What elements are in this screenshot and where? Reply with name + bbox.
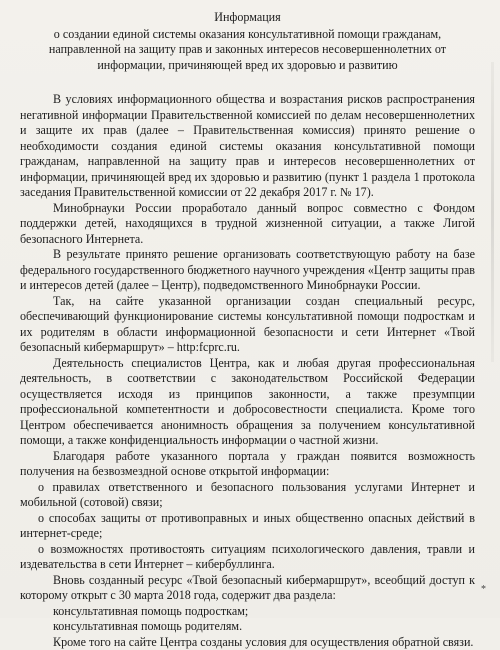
- paragraph: Минобрнауки России проработало данный вопрос совместно с Фондом поддержки детей, находящихся в трудной жизненной ситуации, а также Лигой безопасного Интернета.: [20, 201, 475, 248]
- margin-mark: *: [481, 584, 486, 595]
- scan-edge-shadow: [491, 62, 494, 362]
- list-item: о возможностях противостоять ситуациям психологического давления, травли и издевательства в сети Интернет – кибербуллинга.: [20, 542, 475, 573]
- paragraph: В результате принято решение организовать соответствующую работу на базе федерального государственного бюджетного научного учреждения «Центр защиты прав и интересов детей (далее – Центр), подведомственного Минобрнауки России.: [20, 247, 475, 294]
- title-line: о создании единой системы оказания консультативной помощи гражданам,: [20, 27, 475, 43]
- document-title-block: [20, 10, 475, 73]
- document-body: [20, 10, 475, 650]
- section-item: консультативная помощь родителям.: [20, 619, 475, 635]
- title-line: направленной на защиту прав и законных интересов несовершеннолетних от: [20, 42, 475, 58]
- document-heading: Информация: [20, 10, 475, 26]
- title-line: информации, причиняющей вред их здоровью и развитию: [20, 58, 475, 74]
- paragraph: Вновь созданный ресурс «Твой безопасный кибермаршрут», всеобщий доступ к которому открыт с 30 марта 2018 года, содержит два раздела:: [20, 573, 475, 604]
- list-item: о способах защиты от противоправных и иных общественно опасных действий в интернет-среде;: [20, 511, 475, 542]
- closing-paragraph: Кроме того на сайте Центра созданы условия для осуществления обратной связи.: [20, 635, 475, 650]
- title-spacer: [20, 73, 475, 92]
- section-item: консультативная помощь подросткам;: [20, 604, 475, 620]
- paragraph: Благодаря работе указанного портала у граждан появится возможность получения на безвозмездной основе открытой информации:: [20, 449, 475, 480]
- paragraph: Так, на сайте указанной организации создан специальный ресурс, обеспечивающий функционирование системы консультативной помощи подросткам и их родителям в области информационной безопасности и сети Интернет «Твой безопасный кибермаршрут» – http:fcprc.ru.: [20, 294, 475, 356]
- paragraph: Деятельность специалистов Центра, как и любая другая профессиональная деятельность, в соответствии с законодательством Российской Федерации осуществляется исходя из принципов законности, а также презумпции профессиональной компетентности и добросовестности специалиста. Кроме того Центром обеспечивается анонимность обращения за получением консультативной помощи, а также конфиденциальность информации о частной жизни.: [20, 356, 475, 449]
- list-item: о правилах ответственного и безопасного пользования услугами Интернет и мобильной (сотовой) связи;: [20, 480, 475, 511]
- paragraph: В условиях информационного общества и возрастания рисков распространения негативной информации Правительственной комиссией по делам несовершеннолетних и защите их прав (далее – Правительственная комиссия) принято решение о необходимости создания единой системы оказания консультативной помощи гражданам, направленной на защиту прав и интересов несовершеннолетних от информации, причиняющей вред их здоровью и развитию (пункт 1 раздела 1 протокола заседания Правительственной комиссии от 22 декабря 2017 г. № 17).: [20, 92, 475, 201]
